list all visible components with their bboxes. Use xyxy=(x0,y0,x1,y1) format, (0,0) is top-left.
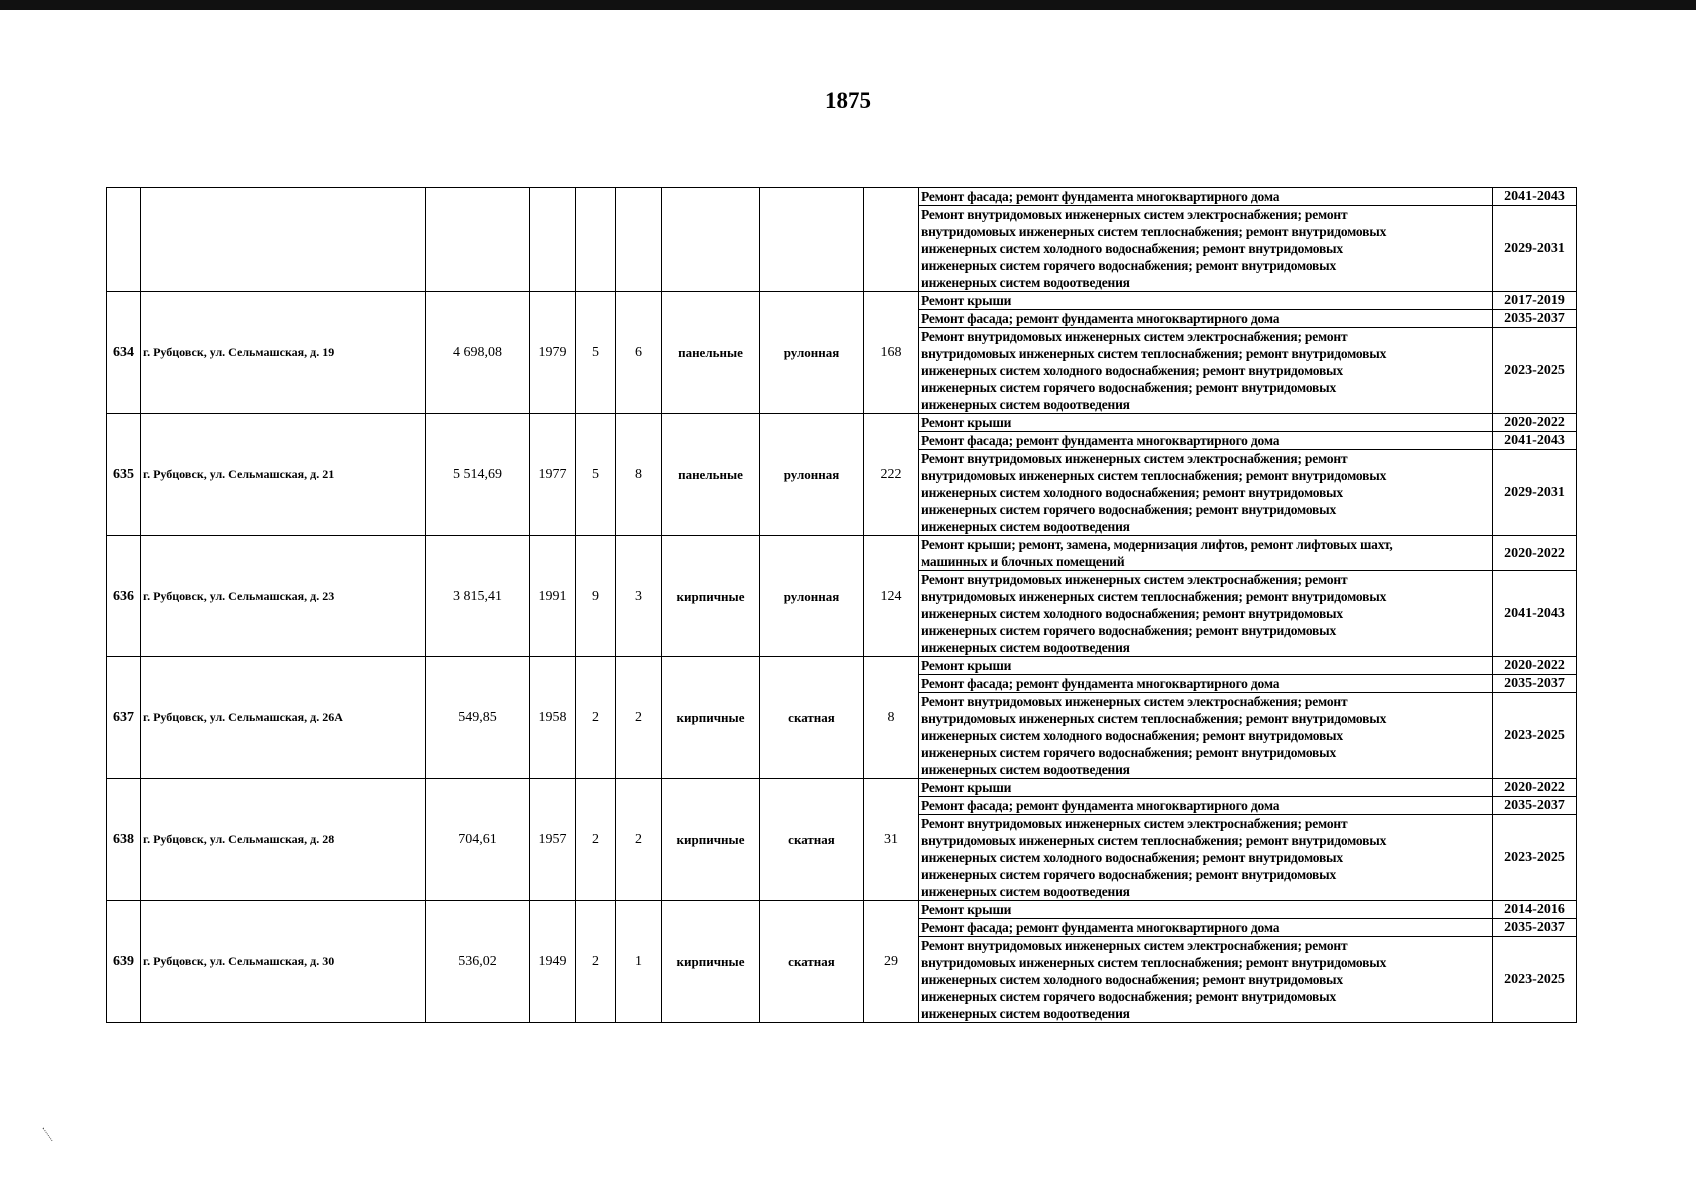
work-line: Ремонт крыши xyxy=(921,658,1012,673)
work-line: инженерных систем горячего водоснабжения; ремонт внутридомовых xyxy=(921,745,1337,760)
work-period: 2020-2022 xyxy=(1493,657,1577,675)
work-line: Ремонт внутридомовых инженерных систем электроснабжения; ремонт xyxy=(921,572,1348,587)
work-line: инженерных систем холодного водоснабжения; ремонт внутридомовых xyxy=(921,241,1343,256)
work-line: Ремонт крыши; ремонт, замена, модернизация лифтов, ремонт лифтовых шахт, xyxy=(921,537,1393,552)
work-description xyxy=(919,310,1493,328)
wall-material: кирпичные xyxy=(662,779,760,901)
floor-count: 2 xyxy=(576,657,616,779)
work-period: 2023-2025 xyxy=(1493,815,1577,901)
roof-type xyxy=(760,188,864,292)
floor-count: 9 xyxy=(576,536,616,657)
resident-count: 168 xyxy=(864,292,919,414)
entrance-count: 1 xyxy=(616,901,662,1023)
work-period: 2023-2025 xyxy=(1493,937,1577,1023)
work-description xyxy=(919,328,1493,414)
resident-count xyxy=(864,188,919,292)
work-line: Ремонт внутридомовых инженерных систем электроснабжения; ремонт xyxy=(921,207,1348,222)
resident-count: 31 xyxy=(864,779,919,901)
entrance-count: 8 xyxy=(616,414,662,536)
work-line: инженерных систем горячего водоснабжения; ремонт внутридомовых xyxy=(921,867,1337,882)
resident-count: 8 xyxy=(864,657,919,779)
work-line: инженерных систем холодного водоснабжения; ремонт внутридомовых xyxy=(921,363,1343,378)
work-line: машинных и блочных помещений xyxy=(921,554,1125,569)
work-period: 2035-2037 xyxy=(1493,675,1577,693)
work-description xyxy=(919,779,1493,797)
table-row xyxy=(107,657,1577,675)
building-area: 536,02 xyxy=(426,901,530,1023)
work-description xyxy=(919,571,1493,657)
floor-count: 5 xyxy=(576,292,616,414)
wall-material: кирпичные xyxy=(662,536,760,657)
building-number: 636 xyxy=(107,536,141,657)
work-line: внутридомовых инженерных систем теплоснабжения; ремонт внутридомовых xyxy=(921,224,1387,239)
work-period: 2020-2022 xyxy=(1493,536,1577,571)
floor-count: 5 xyxy=(576,414,616,536)
work-description xyxy=(919,675,1493,693)
entrance-count xyxy=(616,188,662,292)
building-address: г. Рубцовск, ул. Сельмашская, д. 30 xyxy=(141,901,426,1023)
building-area: 549,85 xyxy=(426,657,530,779)
work-line: инженерных систем холодного водоснабжения; ремонт внутридомовых xyxy=(921,850,1343,865)
roof-type: рулонная xyxy=(760,292,864,414)
entrance-count: 2 xyxy=(616,779,662,901)
work-line: внутридомовых инженерных систем теплоснабжения; ремонт внутридомовых xyxy=(921,468,1387,483)
building-area: 5 514,69 xyxy=(426,414,530,536)
work-period: 2020-2022 xyxy=(1493,414,1577,432)
entrance-count: 6 xyxy=(616,292,662,414)
work-period: 2023-2025 xyxy=(1493,328,1577,414)
work-period: 2035-2037 xyxy=(1493,919,1577,937)
building-address: г. Рубцовск, ул. Сельмашская, д. 19 xyxy=(141,292,426,414)
building-area xyxy=(426,188,530,292)
work-period: 2035-2037 xyxy=(1493,310,1577,328)
work-period: 2029-2031 xyxy=(1493,450,1577,536)
building-address xyxy=(141,188,426,292)
work-line: инженерных систем холодного водоснабжения; ремонт внутридомовых xyxy=(921,606,1343,621)
work-line: Ремонт внутридомовых инженерных систем электроснабжения; ремонт xyxy=(921,451,1348,466)
building-area: 4 698,08 xyxy=(426,292,530,414)
floor-count: 2 xyxy=(576,779,616,901)
work-line: Ремонт крыши xyxy=(921,293,1012,308)
table-body xyxy=(107,188,1577,1023)
building-number: 635 xyxy=(107,414,141,536)
build-year: 1977 xyxy=(530,414,576,536)
work-line: инженерных систем горячего водоснабжения; ремонт внутридомовых xyxy=(921,989,1337,1004)
work-line: инженерных систем водоотведения xyxy=(921,884,1130,899)
work-line: Ремонт крыши xyxy=(921,780,1012,795)
table-row xyxy=(107,188,1577,206)
work-period: 2017-2019 xyxy=(1493,292,1577,310)
wall-material xyxy=(662,188,760,292)
scan-mark xyxy=(42,1115,70,1141)
table-row xyxy=(107,292,1577,310)
building-number: 638 xyxy=(107,779,141,901)
work-line: Ремонт фасада; ремонт фундамента многоквартирного дома xyxy=(921,189,1280,204)
work-line: внутридомовых инженерных систем теплоснабжения; ремонт внутридомовых xyxy=(921,589,1387,604)
build-year: 1979 xyxy=(530,292,576,414)
entrance-count: 2 xyxy=(616,657,662,779)
work-description xyxy=(919,206,1493,292)
work-period: 2014-2016 xyxy=(1493,901,1577,919)
work-description xyxy=(919,657,1493,675)
build-year xyxy=(530,188,576,292)
roof-type: рулонная xyxy=(760,414,864,536)
work-description xyxy=(919,901,1493,919)
work-line: инженерных систем горячего водоснабжения; ремонт внутридомовых xyxy=(921,502,1337,517)
work-line: инженерных систем холодного водоснабжения; ремонт внутридомовых xyxy=(921,972,1343,987)
work-line: Ремонт внутридомовых инженерных систем электроснабжения; ремонт xyxy=(921,816,1348,831)
resident-count: 222 xyxy=(864,414,919,536)
work-period: 2023-2025 xyxy=(1493,693,1577,779)
work-line: инженерных систем водоотведения xyxy=(921,1006,1130,1021)
work-line: инженерных систем водоотведения xyxy=(921,762,1130,777)
work-line: Ремонт внутридомовых инженерных систем электроснабжения; ремонт xyxy=(921,938,1348,953)
roof-type: скатная xyxy=(760,779,864,901)
work-line: инженерных систем водоотведения xyxy=(921,519,1130,534)
repair-schedule-table xyxy=(106,187,1577,1023)
work-line: Ремонт крыши xyxy=(921,415,1012,430)
entrance-count: 3 xyxy=(616,536,662,657)
work-line: Ремонт фасада; ремонт фундамента многоквартирного дома xyxy=(921,798,1280,813)
work-line: Ремонт внутридомовых инженерных систем электроснабжения; ремонт xyxy=(921,329,1348,344)
table-row xyxy=(107,536,1577,571)
table-row xyxy=(107,779,1577,797)
work-line: внутридомовых инженерных систем теплоснабжения; ремонт внутридомовых xyxy=(921,955,1387,970)
work-description xyxy=(919,450,1493,536)
wall-material: панельные xyxy=(662,292,760,414)
wall-material: панельные xyxy=(662,414,760,536)
table-row xyxy=(107,901,1577,919)
work-description xyxy=(919,937,1493,1023)
work-line: инженерных систем водоотведения xyxy=(921,275,1130,290)
work-description xyxy=(919,797,1493,815)
building-address: г. Рубцовск, ул. Сельмашская, д. 21 xyxy=(141,414,426,536)
work-line: инженерных систем горячего водоснабжения; ремонт внутридомовых xyxy=(921,258,1337,273)
roof-type: рулонная xyxy=(760,536,864,657)
work-period: 2020-2022 xyxy=(1493,779,1577,797)
building-number: 637 xyxy=(107,657,141,779)
work-description xyxy=(919,292,1493,310)
work-line: инженерных систем горячего водоснабжения; ремонт внутридомовых xyxy=(921,623,1337,638)
building-address: г. Рубцовск, ул. Сельмашская, д. 26А xyxy=(141,657,426,779)
work-line: Ремонт фасада; ремонт фундамента многоквартирного дома xyxy=(921,433,1280,448)
build-year: 1957 xyxy=(530,779,576,901)
work-period: 2029-2031 xyxy=(1493,206,1577,292)
work-description xyxy=(919,536,1493,571)
work-line: внутридомовых инженерных систем теплоснабжения; ремонт внутридомовых xyxy=(921,711,1387,726)
work-description xyxy=(919,919,1493,937)
work-line: инженерных систем водоотведения xyxy=(921,640,1130,655)
work-line: Ремонт крыши xyxy=(921,902,1012,917)
work-description xyxy=(919,188,1493,206)
work-period: 2035-2037 xyxy=(1493,797,1577,815)
work-description xyxy=(919,693,1493,779)
work-period: 2041-2043 xyxy=(1493,432,1577,450)
roof-type: скатная xyxy=(760,901,864,1023)
building-address: г. Рубцовск, ул. Сельмашская, д. 23 xyxy=(141,536,426,657)
work-line: Ремонт внутридомовых инженерных систем электроснабжения; ремонт xyxy=(921,694,1348,709)
wall-material: кирпичные xyxy=(662,657,760,779)
build-year: 1949 xyxy=(530,901,576,1023)
building-number: 634 xyxy=(107,292,141,414)
table-row xyxy=(107,414,1577,432)
work-line: Ремонт фасада; ремонт фундамента многоквартирного дома xyxy=(921,920,1280,935)
work-line: Ремонт фасада; ремонт фундамента многоквартирного дома xyxy=(921,311,1280,326)
work-period: 2041-2043 xyxy=(1493,571,1577,657)
work-line: инженерных систем водоотведения xyxy=(921,397,1130,412)
work-period: 2041-2043 xyxy=(1493,188,1577,206)
work-description xyxy=(919,432,1493,450)
floor-count xyxy=(576,188,616,292)
work-line: Ремонт фасада; ремонт фундамента многоквартирного дома xyxy=(921,676,1280,691)
work-description xyxy=(919,815,1493,901)
building-area: 704,61 xyxy=(426,779,530,901)
scan-edge xyxy=(0,0,1696,10)
roof-type: скатная xyxy=(760,657,864,779)
work-line: внутридомовых инженерных систем теплоснабжения; ремонт внутридомовых xyxy=(921,833,1387,848)
floor-count: 2 xyxy=(576,901,616,1023)
page-number: 1875 xyxy=(825,88,871,113)
wall-material: кирпичные xyxy=(662,901,760,1023)
build-year: 1958 xyxy=(530,657,576,779)
work-line: внутридомовых инженерных систем теплоснабжения; ремонт внутридомовых xyxy=(921,346,1387,361)
building-area: 3 815,41 xyxy=(426,536,530,657)
work-line: инженерных систем горячего водоснабжения; ремонт внутридомовых xyxy=(921,380,1337,395)
building-address: г. Рубцовск, ул. Сельмашская, д. 28 xyxy=(141,779,426,901)
resident-count: 124 xyxy=(864,536,919,657)
build-year: 1991 xyxy=(530,536,576,657)
work-description xyxy=(919,414,1493,432)
building-number xyxy=(107,188,141,292)
building-number: 639 xyxy=(107,901,141,1023)
work-line: инженерных систем холодного водоснабжения; ремонт внутридомовых xyxy=(921,728,1343,743)
resident-count: 29 xyxy=(864,901,919,1023)
work-line: инженерных систем холодного водоснабжения; ремонт внутридомовых xyxy=(921,485,1343,500)
